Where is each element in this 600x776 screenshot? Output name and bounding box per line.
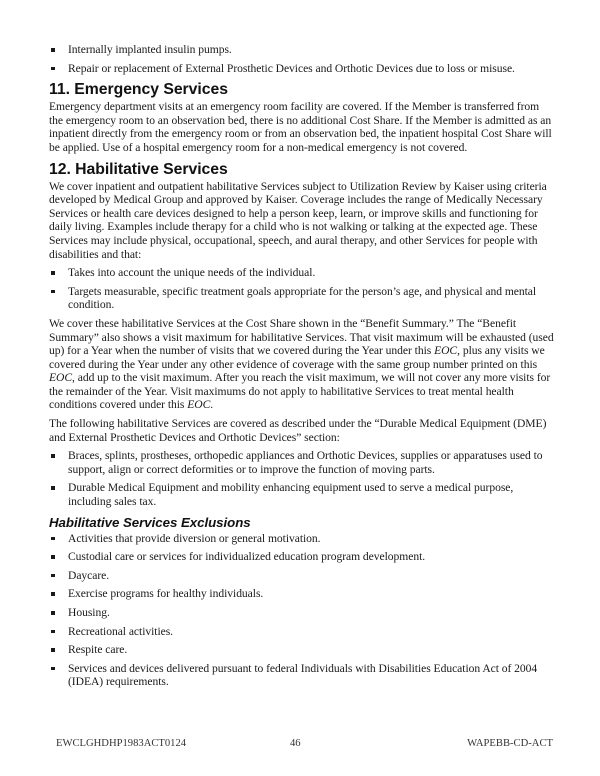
list-item: Services and devices delivered pursuant to federal Individuals with Disabilities Education Act of 2004 (IDEA) requirements. — [49, 662, 554, 689]
section-heading-emergency-services: 11. Emergency Services — [49, 81, 228, 99]
habilitative-criteria-list — [49, 266, 554, 312]
list-item: Repair or replacement of External Prosthetic Devices and Orthotic Devices due to loss or misuse. — [49, 62, 554, 76]
eoc-term: EOC — [187, 398, 211, 412]
list-item: Takes into account the unique needs of the individual. — [49, 266, 554, 280]
list-item: Exercise programs for healthy individuals. — [49, 587, 554, 601]
list-item: Housing. — [49, 606, 554, 620]
list-item: Targets measurable, specific treatment goals appropriate for the person’s age, and physical and mental condition. — [49, 285, 554, 312]
exclusions-list — [49, 532, 554, 689]
bullet-icon — [51, 486, 55, 490]
eoc-term: EOC — [49, 371, 73, 385]
list-item: Activities that provide diversion or general motivation. — [49, 532, 554, 546]
bullet-icon — [51, 592, 55, 596]
top-bullet-list — [49, 43, 554, 75]
bullet-icon — [51, 537, 55, 541]
document-page — [49, 43, 554, 694]
footer-document-code: EWCLGHDHP1983ACT0124 — [56, 738, 187, 749]
bullet-icon — [51, 67, 55, 71]
list-item: Recreational activities. — [49, 625, 554, 639]
visit-maximum-paragraph: We cover these habilitative Services at the Cost Share shown in the “Benefit Summary.” The “Benefit Summary” also shows a visit maximum for habilitative Services. That visit maximum will be exhausted (used up) for a Year when the number of visits that we covered during the Year under this EOC, plus any visits we covered during the Year under any other evidence of coverage with the same group number printed on this EOC, add up to the visit maximum. After you reach the visit maximum, we will not cover any more visits for the remainder of the Year. Visit maximums do not apply to habilitative Services to treat mental health conditions covered under this EOC. — [49, 316, 554, 412]
bullet-icon — [51, 611, 55, 615]
list-item: Daycare. — [49, 569, 554, 583]
habilitative-intro-paragraph: We cover inpatient and outpatient habilitative Services subject to Utilization Review by Kaiser using criteria developed by Medical Group and approved by Kaiser. Coverage includes the range of Medically Necessary Services or health care devices designed to help a person keep, learn, or improve skills and functioning for daily living. Examples include therapy for a child who is not walking or talking at the expected age. These Services may include physical, occupational, speech, and aural therapy, and other Services for people with disabilities and that: — [49, 179, 547, 261]
bullet-icon — [51, 667, 55, 671]
dme-list — [49, 449, 554, 508]
bullet-icon — [51, 574, 55, 578]
list-item: Durable Medical Equipment and mobility enhancing equipment used to serve a medical purpose, including sales tax. — [49, 481, 554, 508]
list-item: Respite care. — [49, 643, 554, 657]
bullet-icon — [51, 290, 55, 294]
emergency-services-paragraph: Emergency department visits at an emergency room facility are covered. If the Member is transferred from the emergency room to an observation bed, there is no additional Cost Share. If the Member is admitted as an inpatient directly from the emergency room or from an observation bed, the inpatient hospital Cost Share will be applied. Use of a hospital emergency room for a non-medical emergency is not covered. — [49, 100, 552, 154]
bullet-icon — [51, 454, 55, 458]
bullet-icon — [51, 271, 55, 275]
bullet-icon — [51, 555, 55, 559]
list-item: Internally implanted insulin pumps. — [49, 43, 554, 57]
subsection-heading-exclusions: Habilitative Services Exclusions — [49, 514, 251, 530]
bullet-icon — [51, 630, 55, 634]
eoc-term: EOC — [434, 344, 458, 358]
list-item: Custodial care or services for individualized education program development. — [49, 550, 554, 564]
bullet-icon — [51, 48, 55, 52]
list-item: Braces, splints, prostheses, orthopedic appliances and Orthotic Devices, supplies or apparatuses used to support, align or correct deformities or to improve the function of moving parts. — [49, 449, 554, 476]
page-number: 46 — [290, 738, 301, 749]
bullet-icon — [51, 648, 55, 652]
footer-plan-code: WAPEBB-CD-ACT — [467, 738, 553, 749]
dme-paragraph: The following habilitative Services are covered as described under the “Durable Medical Equipment (DME) and External Prosthetic Devices and Orthotic Devices” section: — [49, 417, 547, 444]
section-heading-habilitative-services: 12. Habilitative Services — [49, 160, 228, 178]
